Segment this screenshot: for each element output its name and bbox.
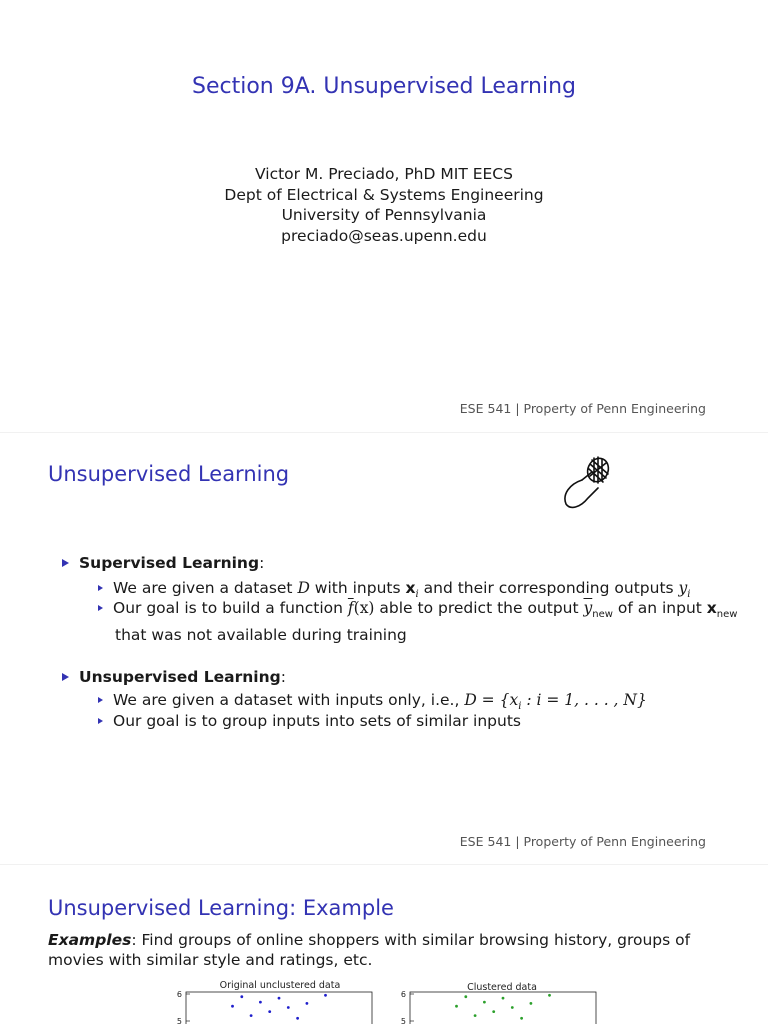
sketch-icon (560, 454, 614, 510)
plot2-point (464, 995, 467, 998)
bullet-supervised: Supervised Learning: (62, 554, 264, 572)
plot1-point (324, 994, 327, 997)
plot2-point (530, 1002, 533, 1005)
triangle-bullet-icon (98, 697, 103, 703)
plot2-ytick-5: 5 (400, 1017, 406, 1024)
bullet-unsupervised: Unsupervised Learning: (62, 668, 286, 686)
plot1-point (268, 1010, 271, 1013)
author-dept: Dept of Electrical & Systems Engineering (224, 185, 544, 204)
author-block (0, 164, 768, 246)
supervised-heading: Supervised Learning (79, 554, 260, 572)
frame-title: Unsupervised Learning (48, 462, 290, 486)
slide-footer: ESE 541 | Property of Penn Engineering (459, 834, 706, 849)
plot1-point (296, 1017, 299, 1020)
plot1-title: Original unclustered data (219, 980, 341, 991)
slide-footer: ESE 541 | Property of Penn Engineering (459, 401, 706, 416)
plot2-ytick-6: 6 (400, 990, 406, 999)
plot2-point (511, 1006, 514, 1009)
plot1-point (231, 1005, 234, 1008)
triangle-bullet-icon (62, 673, 69, 681)
plot1-ytick-5: 5 (176, 1017, 182, 1024)
plot1-point (278, 997, 281, 1000)
examples-label: Examples (48, 931, 132, 949)
bullet-unsupervised-1: We are given a dataset with inputs only, i.e., $D = \{x_i$ : i = 1, . . . , N} (98, 690, 647, 717)
plot2-point (502, 997, 505, 1000)
slide-title (0, 0, 768, 432)
bullet-supervised-2: Our goal is to build a function $\overline{f}(x)$ able to predict the output $\overline{y}_{new}$ of an input $x_{new}$ that was not available during training (98, 598, 737, 645)
plot1-point (287, 1006, 290, 1009)
bullet-continuation: that was not available during training (115, 626, 407, 645)
examples-paragraph: Examples: Find groups of online shoppers with similar browsing history, groups of movies with similar style and ratings, etc. (48, 931, 691, 969)
frame-title: Unsupervised Learning: Example (48, 896, 394, 920)
plot2-point (520, 1017, 523, 1020)
slide-unsupervised-learning (0, 432, 768, 864)
plot2-point (474, 1014, 477, 1017)
triangle-bullet-icon (62, 559, 69, 567)
author-university: University of Pennsylvania (281, 206, 487, 224)
plot1-point (240, 995, 243, 998)
plot2-point (483, 1001, 486, 1004)
triangle-bullet-icon (98, 585, 103, 591)
section-title: Section 9A. Unsupervised Learning (192, 74, 576, 99)
plot1-ytick-6: 6 (176, 990, 182, 999)
scatter-plots (0, 974, 768, 1024)
plot1-point (250, 1014, 253, 1017)
author-email: preciado@seas.upenn.edu (281, 226, 487, 245)
triangle-bullet-icon (98, 718, 103, 724)
plot2-title: Clustered data (467, 982, 537, 993)
plot1-point (259, 1001, 262, 1004)
plot2-point (492, 1010, 495, 1013)
triangle-bullet-icon (98, 605, 103, 611)
plot2-point (455, 1005, 458, 1008)
unsupervised-heading: Unsupervised Learning (79, 668, 281, 686)
plot1-point (306, 1002, 309, 1005)
author-name: Victor M. Preciado, PhD MIT EECS (255, 165, 513, 183)
slide-unsupervised-example (0, 864, 768, 1024)
plot2-point (548, 994, 551, 997)
bullet-unsupervised-2: Our goal is to group inputs into sets of similar inputs (98, 711, 521, 731)
bullet-supervised-1: We are given a dataset D with inputs $x_i$ and their corresponding outputs $y_i$ (98, 578, 691, 605)
